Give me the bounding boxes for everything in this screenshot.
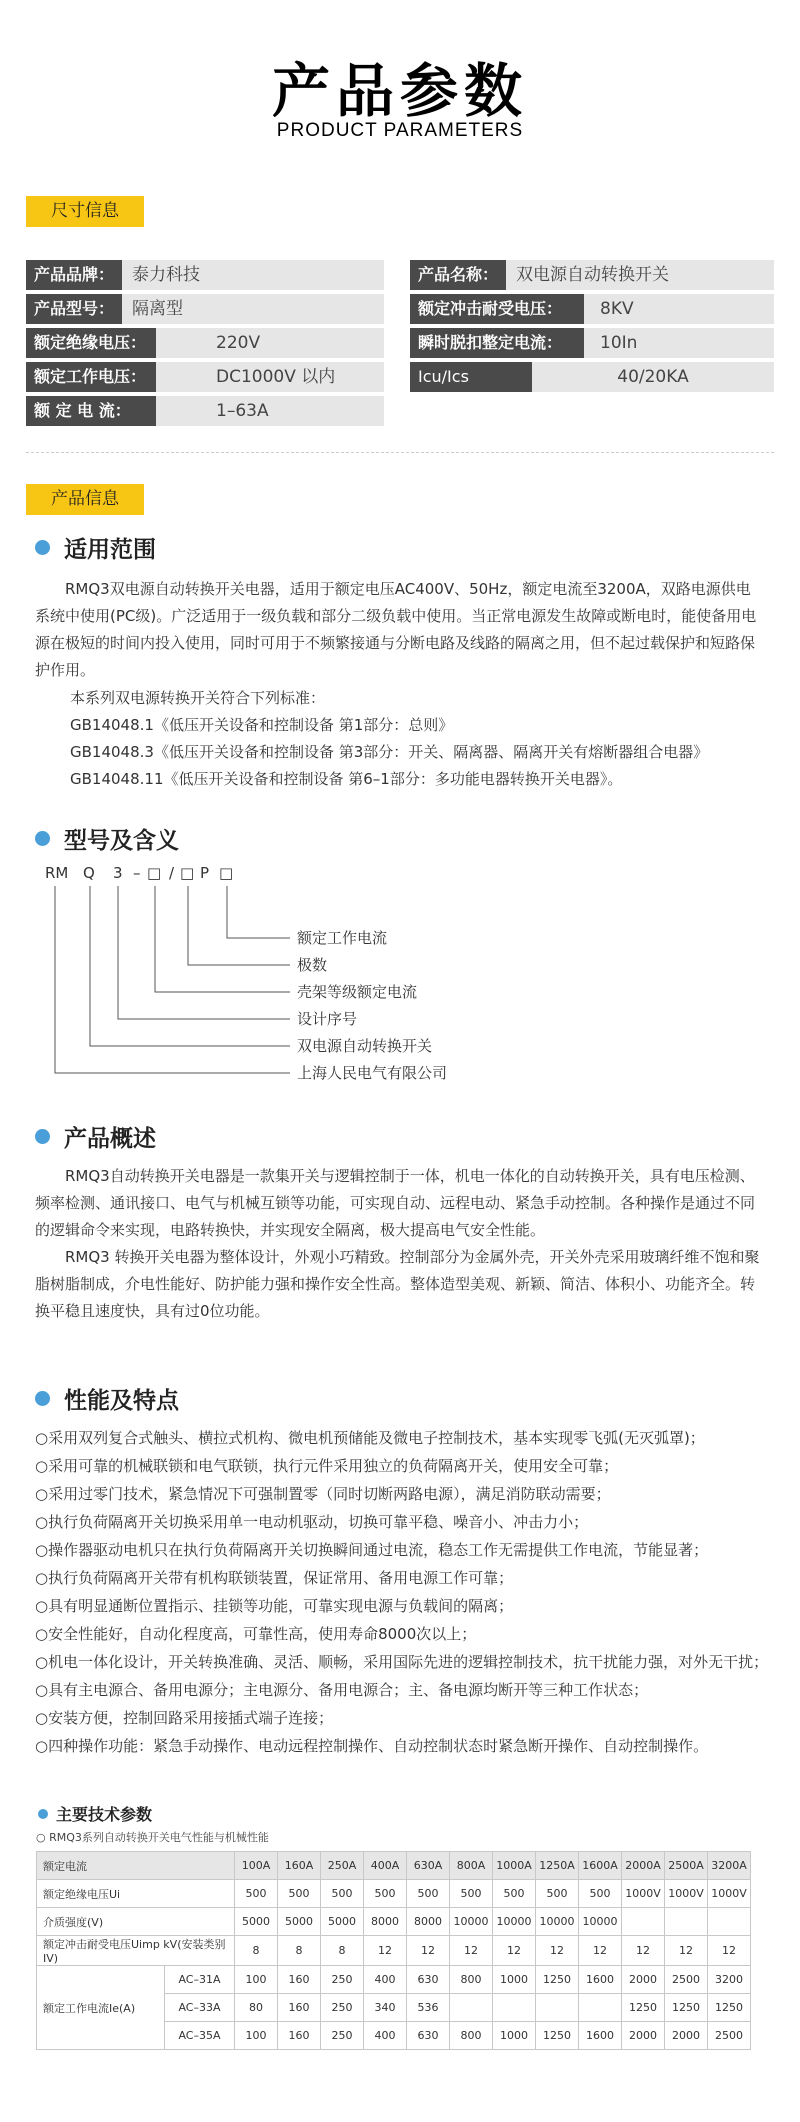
- param-row: [26, 260, 384, 290]
- table-cell: 160: [278, 2022, 321, 2050]
- param-value: 泰力科技: [122, 260, 384, 290]
- section-divider: [26, 452, 774, 453]
- model-meaning: 极数: [297, 956, 328, 974]
- table-cell: 2500A: [665, 1852, 708, 1880]
- param-row: [26, 396, 384, 426]
- leader-line: [90, 886, 290, 1046]
- table-cell: 1250: [622, 1994, 665, 2022]
- heading-tech-text: 主要技术参数: [56, 1805, 153, 1824]
- table-cell: 630A: [407, 1852, 450, 1880]
- table-cell: 1000V: [622, 1880, 665, 1908]
- table-cell: 8: [278, 1936, 321, 1966]
- heading-scope: [35, 531, 156, 564]
- heading-overview-text: 产品概述: [64, 1126, 156, 1152]
- feature-item: ○操作器驱动电机只在执行负荷隔离开关切换瞬间通过电流，稳态工作无需提供工作电流，节能显著；: [35, 1541, 709, 1559]
- table-cell: 12: [579, 1936, 622, 1966]
- param-value: 双电源自动转换开关: [506, 260, 774, 290]
- table-cell: 1250: [536, 1966, 579, 1994]
- table-cell: 1250: [708, 1994, 751, 2022]
- heading-scope-text: 适用范围: [64, 537, 156, 563]
- param-value: 10In: [584, 328, 774, 358]
- model-code: P: [200, 864, 210, 882]
- table-cell: 250: [321, 1966, 364, 1994]
- param-label: 额 定 电 流：: [26, 396, 156, 426]
- model-meaning: 壳架等级额定电流: [297, 983, 418, 1001]
- param-label: 额定工作电压：: [26, 362, 156, 392]
- table-cell: 12: [622, 1936, 665, 1966]
- model-code: /: [169, 864, 175, 882]
- bullet-dot-icon: [35, 831, 50, 846]
- param-label: 产品名称：: [410, 260, 506, 290]
- model-meaning: 额定工作电流: [297, 929, 388, 947]
- param-label: Icu/Ics: [410, 362, 532, 392]
- param-label: 额定绝缘电压：: [26, 328, 156, 358]
- heading-overview: [35, 1120, 156, 1153]
- features-list: [35, 1424, 775, 1760]
- table-row: [37, 1852, 751, 1880]
- model-diagram: [35, 860, 515, 1100]
- table-row: [37, 1908, 751, 1936]
- table-cell: 1000: [493, 1966, 536, 1994]
- table-cell: 12: [450, 1936, 493, 1966]
- scope-text: RMQ3双电源自动转换开关电器，适用于额定电压AC400V、50Hz，额定电流至3200A，双路电源供电系统中使用(PC级)。广泛适用于一级负载和部分二级负载中使用。当正常电源发生故障或断电时，能使备用电源在极短的时间内投入使用，同时可用于不频繁接通与分断电路及线路的隔离之用，但不起过载保护和短路保护作用。: [35, 580, 757, 679]
- table-row: [37, 1966, 751, 1994]
- table-cell: 340: [364, 1994, 407, 2022]
- table-cell: 额定电流: [37, 1852, 235, 1880]
- table-cell: 250: [321, 1994, 364, 2022]
- table-cell: 5000: [235, 1908, 278, 1936]
- table-cell: AC–35A: [165, 2022, 235, 2050]
- table-caption: ○ RMQ3系列自动转换开关电气性能与机械性能: [36, 1831, 269, 1844]
- param-row: [410, 294, 774, 324]
- spec-table: [36, 1851, 751, 2050]
- standard-item: GB14048.1《低压开关设备和控制设备 第1部分：总则》: [70, 716, 454, 734]
- param-value: 1–63A: [156, 396, 384, 426]
- table-cell: 800: [450, 2022, 493, 2050]
- leader-line: [155, 886, 290, 992]
- table-cell: 1000: [493, 2022, 536, 2050]
- table-cell: 12: [536, 1936, 579, 1966]
- table-cell: 5000: [321, 1908, 364, 1936]
- leader-line: [118, 886, 290, 1019]
- standard-item: GB14048.11《低压开关设备和控制设备 第6–1部分：多功能电器转换开关电器》。: [70, 770, 623, 788]
- table-cell: 500: [536, 1880, 579, 1908]
- param-value: DC1000V 以内: [156, 362, 384, 392]
- table-cell: 500: [321, 1880, 364, 1908]
- overview-paragraphs: [35, 1163, 765, 1325]
- table-cell: 500: [450, 1880, 493, 1908]
- model-meaning: 双电源自动转换开关: [297, 1037, 433, 1055]
- table-row: [37, 1880, 751, 1908]
- table-row: [37, 1936, 751, 1966]
- table-cell: 10000: [450, 1908, 493, 1936]
- page-title: 产品参数: [271, 57, 528, 125]
- table-cell: [622, 1908, 665, 1936]
- feature-item: ○执行负荷隔离开关切换采用单一电动机驱动，切换可靠平稳、噪音小、冲击力小；: [35, 1513, 589, 1531]
- table-cell: 400: [364, 1966, 407, 1994]
- feature-item: ○机电一体化设计，开关转换准确、灵活、顺畅，采用国际先进的逻辑控制技术，抗干扰能力强，对外无干扰；: [35, 1653, 769, 1671]
- table-cell: 10000: [536, 1908, 579, 1936]
- table-cell: 12: [493, 1936, 536, 1966]
- table-cell: 100: [235, 1966, 278, 1994]
- table-cell: 12: [407, 1936, 450, 1966]
- table-cell: 1000V: [708, 1880, 751, 1908]
- table-cell: 1250: [536, 2022, 579, 2050]
- table-cell: 10000: [579, 1908, 622, 1936]
- table-cell: 额定冲击耐受电压Uimp kV(安装类别IV): [37, 1936, 235, 1966]
- feature-item: ○采用可靠的机械联锁和电气联锁，执行元件采用独立的负荷隔离开关，使用安全可靠；: [35, 1457, 619, 1475]
- feature-item: ○具有主电源合、备用电源分；主电源分、备用电源合；主、备电源均断开等三种工作状态；: [35, 1681, 649, 1699]
- table-cell: 500: [278, 1880, 321, 1908]
- model-code: RM: [45, 864, 69, 882]
- table-cell: 10000: [493, 1908, 536, 1936]
- feature-item: ○四种操作功能：紧急手动操作、电动远程控制操作、自动控制状态时紧急断开操作、自动控制操作。: [35, 1737, 709, 1755]
- table-cell: 12: [364, 1936, 407, 1966]
- param-label: 瞬时脱扣整定电流：: [410, 328, 584, 358]
- scope-paragraph: [35, 576, 765, 684]
- table-cell: [493, 1994, 536, 2022]
- table-cell: 1250: [665, 1994, 708, 2022]
- table-cell: 250A: [321, 1852, 364, 1880]
- table-cell: 500: [235, 1880, 278, 1908]
- table-cell: 8000: [407, 1908, 450, 1936]
- feature-item: ○采用过零门技术，紧急情况下可强制置零（同时切断两路电源），满足消防联动需要；: [35, 1485, 611, 1503]
- table-cell: 400A: [364, 1852, 407, 1880]
- table-cell: [579, 1994, 622, 2022]
- table-cell: 2000: [622, 2022, 665, 2050]
- section-tag-size: 尺寸信息: [26, 196, 144, 227]
- feature-item: ○执行负荷隔离开关带有机构联锁装置，保证常用、备用电源工作可靠；: [35, 1569, 514, 1587]
- table-cell: 100A: [235, 1852, 278, 1880]
- standards-list: [70, 685, 708, 793]
- overview-text: RMQ3 转换开关电器为整体设计，外观小巧精致。控制部分为金属外壳，开关外壳采用玻璃纤维不饱和聚脂树脂制成，介电性能好、防护能力强和操作安全性高。整体造型美观、新颖、简洁、体积小、功能齐全。转换平稳且速度快，具有过0位功能。: [35, 1248, 760, 1320]
- param-value: 40/20KA: [532, 362, 774, 392]
- feature-item: ○安全性能好，自动化程度高，可靠性高，使用寿命8000次以上；: [35, 1625, 477, 1643]
- heading-tech: [38, 1802, 152, 1825]
- model-code: –: [133, 864, 141, 882]
- table-cell: 630: [407, 1966, 450, 1994]
- table-cell: 1000V: [665, 1880, 708, 1908]
- table-cell: 100: [235, 2022, 278, 2050]
- table-cell: 500: [407, 1880, 450, 1908]
- table-cell: 500: [364, 1880, 407, 1908]
- table-cell: 12: [665, 1936, 708, 1966]
- param-row: [26, 294, 384, 324]
- table-cell: 3200: [708, 1966, 751, 1994]
- heading-features-text: 性能及特点: [64, 1388, 179, 1414]
- table-cell: 8: [321, 1936, 364, 1966]
- table-cell: 630: [407, 2022, 450, 2050]
- table-cell: 1250A: [536, 1852, 579, 1880]
- table-cell: 2000A: [622, 1852, 665, 1880]
- param-value: 220V: [156, 328, 384, 358]
- table-cell: AC–31A: [165, 1966, 235, 1994]
- leader-line: [188, 886, 290, 965]
- model-meaning: 设计序号: [297, 1010, 358, 1028]
- table-cell: 2000: [665, 2022, 708, 2050]
- table-cell: 1000A: [493, 1852, 536, 1880]
- table-cell: [708, 1908, 751, 1936]
- heading-features: [35, 1382, 179, 1415]
- bullet-dot-icon: [35, 1391, 50, 1406]
- table-cell: 250: [321, 2022, 364, 2050]
- table-cell: 3200A: [708, 1852, 751, 1880]
- table-cell: [536, 1994, 579, 2022]
- bullet-dot-icon: [35, 1129, 50, 1144]
- overview-text: RMQ3自动转换开关电器是一款集开关与逻辑控制于一体，机电一体化的自动转换开关，具有电压检测、频率检测、通讯接口、电气与机械互锁等功能，可实现自动、远程电动、紧急手动控制。各种操作是通过不同的逻辑命令来实现，电路转换快，并实现安全隔离，极大提高电气安全性能。: [35, 1167, 756, 1239]
- param-row: [26, 328, 384, 358]
- standards-intro: 本系列双电源转换开关符合下列标准：: [70, 689, 326, 707]
- table-cell: 12: [708, 1936, 751, 1966]
- model-code: □: [147, 864, 162, 882]
- param-value: 隔离型: [122, 294, 384, 324]
- param-row: [410, 362, 774, 392]
- table-cell: 160: [278, 1994, 321, 2022]
- table-cell: 1600: [579, 2022, 622, 2050]
- table-cell: 2500: [665, 1966, 708, 1994]
- table-cell: 500: [579, 1880, 622, 1908]
- table-cell: 800: [450, 1966, 493, 1994]
- table-cell: AC–33A: [165, 1994, 235, 2022]
- table-cell: 2500: [708, 2022, 751, 2050]
- heading-model-text: 型号及含义: [64, 828, 179, 854]
- table-cell: 80: [235, 1994, 278, 2022]
- table-cell: 500: [493, 1880, 536, 1908]
- page-subtitle: PRODUCT PARAMETERS: [276, 120, 524, 141]
- table-cell: 介质强度(V): [37, 1908, 235, 1936]
- param-row: [26, 362, 384, 392]
- table-cell: 800A: [450, 1852, 493, 1880]
- table-cell: 160A: [278, 1852, 321, 1880]
- table-cell: 8: [235, 1936, 278, 1966]
- leader-line: [227, 886, 290, 938]
- model-code: □: [180, 864, 195, 882]
- table-cell: 400: [364, 2022, 407, 2050]
- param-row: [410, 328, 774, 358]
- table-cell: 160: [278, 1966, 321, 1994]
- standard-item: GB14048.3《低压开关设备和控制设备 第3部分：开关、隔离器、隔离开关有熔断器组合电器》: [70, 743, 709, 761]
- model-code: □: [219, 864, 234, 882]
- bullet-dot-icon: [35, 540, 50, 555]
- table-cell: 2000: [622, 1966, 665, 1994]
- model-code: Q: [83, 864, 95, 882]
- table-cell: [450, 1994, 493, 2022]
- feature-item: ○具有明显通断位置指示、挂锁等功能，可靠实现电源与负载间的隔离；: [35, 1597, 514, 1615]
- table-cell: 8000: [364, 1908, 407, 1936]
- table-cell: [665, 1908, 708, 1936]
- model-meaning: 上海人民电气有限公司: [297, 1064, 448, 1082]
- table-cell: 536: [407, 1994, 450, 2022]
- bullet-dot-icon: [38, 1809, 48, 1819]
- table-cell: 1600: [579, 1966, 622, 1994]
- table-cell: 额定工作电流Ie(A): [37, 1966, 165, 2050]
- param-label: 产品品牌：: [26, 260, 122, 290]
- model-code: 3: [113, 864, 123, 882]
- param-label: 额定冲击耐受电压：: [410, 294, 584, 324]
- heading-model: [35, 822, 179, 855]
- feature-item: ○安装方便，控制回路采用接插式端子连接；: [35, 1709, 334, 1727]
- param-row: [410, 260, 774, 290]
- param-value: 8KV: [584, 294, 774, 324]
- table-cell: 1600A: [579, 1852, 622, 1880]
- section-tag-info: 产品信息: [26, 484, 144, 515]
- table-cell: 5000: [278, 1908, 321, 1936]
- feature-item: ○采用双列复合式触头、横拉式机构、微电机预储能及微电子控制技术，基本实现零飞弧(无灭弧罩)；: [35, 1429, 705, 1447]
- table-cell: 额定绝缘电压Ui: [37, 1880, 235, 1908]
- param-label: 产品型号：: [26, 294, 122, 324]
